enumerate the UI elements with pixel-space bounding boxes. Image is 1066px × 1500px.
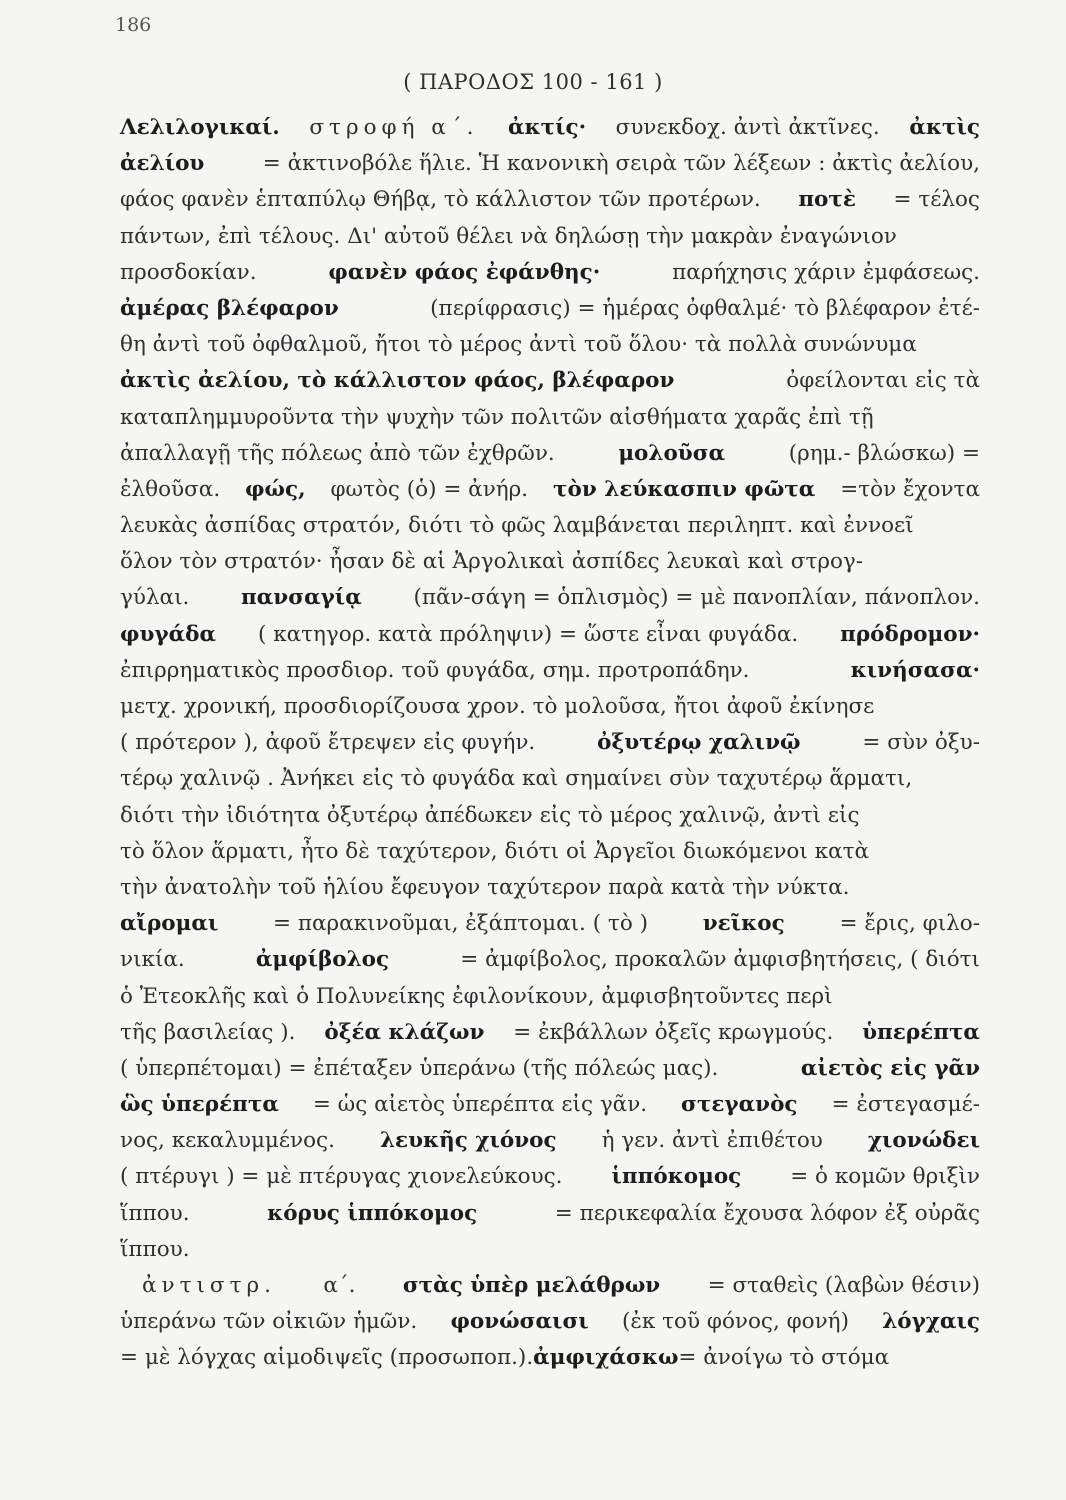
- text-line: [120, 761, 980, 797]
- lemma-term: ὀξυτέρῳ χαλινῷ: [597, 730, 801, 756]
- lemma-term: ἀκτὶς ἀελίου, τὸ κάλλιστον φάος, βλέφαρον: [120, 368, 675, 394]
- gloss-text: ἐπιρρηματικὸς προσδιορ. τοῦ φυγάδα, σημ. προτροπάδην.: [120, 657, 750, 683]
- gloss-text: = ὁ κομῶν θριξὶν: [790, 1164, 980, 1190]
- lemma-term: κινήσασα·: [850, 657, 980, 683]
- gloss-text: = ἐστεγασμέ-: [831, 1092, 980, 1118]
- gloss-text: = σὺν ὀξυ-: [862, 730, 980, 756]
- gloss-text: = παρακινοῦμαι, ἐξάπτομαι. ( τὸ ): [273, 911, 648, 937]
- text-line: [120, 146, 980, 182]
- gloss-text: ὁ Ἐτεοκλῆς καὶ ὁ Πολυνείκης ἐφιλονίκουν, ἀμφισβητοῦντες περὶ: [120, 983, 833, 1009]
- section-header: ( ΠΑΡΟΔΟΣ 100 - 161 ): [403, 70, 663, 94]
- text-line: [120, 291, 980, 327]
- page-number: 186: [115, 14, 152, 36]
- text-line: [120, 979, 980, 1015]
- lemma-term: φώς,: [245, 476, 306, 502]
- text-line: [120, 1015, 980, 1051]
- lemma-term: ἀκτίς·: [507, 115, 587, 140]
- text-line: [120, 1123, 980, 1159]
- text-line: [120, 363, 980, 399]
- text-line: [120, 653, 980, 689]
- gloss-text: θη ἀντὶ τοῦ ὀφθαλμοῦ, ἤτοι τὸ μέρος ἀντὶ τοῦ ὅλου· τὰ πολλὰ συνώνυμα: [120, 332, 917, 358]
- lemma-term: ἱππόκομος: [611, 1164, 742, 1190]
- lemma-term: κόρυς ἱππόκομος: [267, 1200, 478, 1226]
- gloss-text: καταπλημμυροῦντα τὴν ψυχὴν τῶν πολιτῶν αἰσθήματα χαρᾶς ἐπὶ τῇ: [120, 404, 874, 430]
- text-line: [120, 1268, 980, 1304]
- lemma-term: στὰς ὑπὲρ μελάθρων: [402, 1273, 661, 1298]
- text-line: [120, 544, 980, 580]
- gloss-text: ἀπαλλαγῇ τῆς πόλεως ἀπὸ τῶν ἐχθρῶν.: [120, 440, 555, 466]
- gloss-text: συνεκδοχ. ἀντὶ ἀκτῖνες.: [615, 115, 880, 140]
- gloss-text: = ἀκτινοβόλε ἥλιε. Ἡ κανονικὴ σειρὰ τῶν λέξεων : ἀκτὶς ἀελίου,: [262, 151, 980, 177]
- text-line: [120, 219, 980, 255]
- text-line: [120, 1159, 980, 1195]
- lemma-term: Λελιλογικαί.: [120, 115, 280, 140]
- text-line: [120, 689, 980, 725]
- text-line: [120, 580, 980, 616]
- gloss-text: ( πρότερον ), ἀφοῦ ἔτρεψεν εἰς φυγήν.: [120, 730, 536, 756]
- lemma-term: μολοῦσα: [618, 440, 726, 466]
- gloss-text: ( ὑπερπέτομαι) = ἐπέταξεν ὑπεράνω (τῆς πόλεώς μας).: [120, 1055, 719, 1081]
- gloss-text: (ρημ.- βλώσκω) =: [788, 440, 980, 466]
- text-line: [120, 1196, 980, 1232]
- text-line: [120, 110, 980, 146]
- text-line: [120, 182, 980, 218]
- text-line: [120, 798, 980, 834]
- gloss-text: ( πτέρυγι ) = μὲ πτέρυγας χιονελεύκους.: [120, 1164, 563, 1190]
- lemma-term: ὑπερέπτα: [862, 1019, 980, 1045]
- gloss-text: = περικεφαλία ἔχουσα λόφον ἐξ οὐρᾶς: [554, 1200, 980, 1226]
- lemma-term: αἰετὸς εἰς γᾶν: [800, 1055, 980, 1081]
- text-line: [120, 1304, 980, 1340]
- lemma-term: φανὲν φάος ἐφάνθης·: [328, 259, 601, 285]
- text-line: [120, 942, 980, 978]
- gloss-text: (περίφρασις) = ἡμέρας ὀφθαλμέ· τὸ βλέφαρον ἐτέ-: [430, 295, 980, 321]
- text-line: [120, 834, 980, 870]
- text-line: [120, 400, 980, 436]
- text-line: [120, 725, 980, 761]
- text-line: [120, 436, 980, 472]
- gloss-text: προσδοκίαν.: [120, 259, 257, 285]
- gloss-text: πάντων, ἐπὶ τέλους. Δι' αὐτοῦ θέλει νὰ δηλώσῃ τὴν μακρὰν ἐναγώνιον: [120, 223, 897, 249]
- spaced-heading: στροφή α΄.: [309, 115, 479, 140]
- gloss-text: α΄.: [323, 1273, 356, 1298]
- gloss-text: μετχ. χρονική, προσδιορίζουσα χρον. τὸ μολοῦσα, ἤτοι ἀφοῦ ἐκίνησε: [120, 694, 875, 719]
- gloss-text: = ἔρις, φιλο-: [839, 911, 980, 937]
- gloss-text: τὸ ὅλον ἅρματι, ἦτο δὲ ταχύτερον, διότι οἱ Ἀργεῖοι διωκόμενοι κατὰ: [120, 838, 869, 864]
- gloss-text: τὴν ἀνατολὴν τοῦ ἡλίου ἔφευγον ταχύτερον παρὰ κατὰ τὴν νύκτα.: [120, 874, 850, 900]
- text-line: [120, 327, 980, 363]
- gloss-text: ἵππου.: [120, 1200, 190, 1226]
- gloss-text: ὑπεράνω τῶν οἰκιῶν ἡμῶν.: [120, 1309, 418, 1335]
- gloss-text: (ἐκ τοῦ φόνος, φονή): [621, 1309, 849, 1335]
- gloss-text: ὀφείλονται εἰς τὰ: [786, 368, 980, 394]
- gloss-text: = ἀνοίγω τὸ στόμα: [678, 1345, 890, 1371]
- lemma-term: ποτὲ: [798, 187, 856, 213]
- lemma-term: πρόδρομον·: [840, 621, 980, 647]
- lemma-term: αἴρομαι: [120, 911, 219, 937]
- lemma-term: ὣς ὑπερέπτα: [120, 1092, 279, 1118]
- text-line: [120, 870, 980, 906]
- commentary-text: [120, 110, 980, 1377]
- lemma-term: ἀμέρας βλέφαρον: [120, 295, 339, 321]
- text-line: [120, 1051, 980, 1087]
- gloss-text: τέρῳ χαλινῷ . Ἀνήκει εἰς τὸ φυγάδα καὶ σημαίνει σὺν ταχυτέρῳ ἅρματι,: [120, 766, 913, 792]
- text-line: [120, 906, 980, 942]
- gloss-text: φωτὸς (ὁ) = ἀνήρ.: [330, 476, 529, 502]
- gloss-text: (πᾶν-σάγη = ὁπλισμὸς) = μὲ πανοπλίαν, πάνοπλον.: [413, 585, 980, 611]
- gloss-text: νος, κεκαλυμμένος.: [120, 1128, 335, 1154]
- gloss-text: = τέλος: [893, 187, 980, 213]
- gloss-text: παρήχησις χάριν ἐμφάσεως.: [672, 259, 980, 285]
- text-line: [120, 1087, 980, 1123]
- gloss-text: ἐλθοῦσα.: [120, 476, 221, 502]
- text-line: [120, 1340, 980, 1376]
- lemma-term: τὸν λεύκασπιν φῶτα: [553, 476, 816, 502]
- lemma-term: στεγανὸς: [681, 1092, 798, 1118]
- lemma-term: χιονώδει: [867, 1128, 980, 1154]
- lemma-term: ἀμφιχάσκω: [533, 1345, 679, 1371]
- lemma-term: νεῖκος: [702, 911, 785, 937]
- lemma-term: ὀξέα κλάζων: [324, 1019, 485, 1045]
- gloss-text: λευκὰς ἀσπίδας στρατόν, διότι τὸ φῶς λαμβάνεται περιληπτ. καὶ ἐννοεῖ: [120, 513, 914, 539]
- lemma-term: ἀελίου: [120, 151, 205, 177]
- gloss-text: =τὸν ἔχοντα: [840, 476, 980, 502]
- lemma-term: λευκῆς χιόνος: [379, 1128, 557, 1154]
- text-line: [120, 508, 980, 544]
- gloss-text: ( κατηγορ. κατὰ πρόληψιν) = ὥστε εἶναι φυγάδα.: [257, 621, 799, 647]
- gloss-text: = ὡς αἰετὸς ὑπερέπτα εἰς γᾶν.: [312, 1092, 648, 1118]
- lemma-term: ἀμφίβολος: [255, 947, 390, 973]
- text-line: [120, 472, 980, 508]
- gloss-text: ἡ γεν. ἀντὶ ἐπιθέτου: [601, 1128, 823, 1154]
- gloss-text: διότι τὴν ἰδιότητα ὀξυτέρῳ ἀπέδωκεν εἰς τὸ μέρος χαλινῷ, ἀντὶ εἰς: [120, 802, 860, 828]
- gloss-text: ἵππου.: [120, 1236, 190, 1262]
- gloss-text: = σταθεὶς (λαβὼν θέσιν): [707, 1273, 980, 1298]
- gloss-text: = μὲ λόγχας αἱμοδιψεῖς (προσωποπ.).: [120, 1345, 534, 1371]
- lemma-term: φονώσαισι: [450, 1309, 589, 1335]
- text-line: [120, 1232, 980, 1268]
- gloss-text: ὅλον τὸν στρατόν· ἦσαν δὲ αἱ Ἀργολικαὶ ἀσπίδες λευκαὶ καὶ στρογ-: [120, 549, 864, 575]
- gloss-text: γύλαι.: [120, 585, 190, 611]
- lemma-term: πανσαγίᾳ: [241, 585, 362, 611]
- lemma-term: λόγχαις: [882, 1309, 980, 1335]
- gloss-text: τῆς βασιλείας ).: [120, 1019, 296, 1045]
- text-line: [120, 617, 980, 653]
- gloss-text: φάος φανὲν ἑπταπύλῳ Θήβᾳ, τὸ κάλλιστον τῶν προτέρων.: [120, 187, 761, 213]
- text-line: [120, 255, 980, 291]
- lemma-term: ἀκτὶς: [909, 115, 980, 140]
- gloss-text: = ἐκβάλλων ὀξεῖς κρωγμούς.: [513, 1019, 834, 1045]
- gloss-text: = ἀμφίβολος, προκαλῶν ἀμφισβητήσεις, ( διότι: [460, 947, 980, 973]
- lemma-term: φυγάδα: [120, 621, 216, 647]
- spaced-heading: ἀντιστρ.: [142, 1273, 276, 1298]
- gloss-text: νικία.: [120, 947, 185, 973]
